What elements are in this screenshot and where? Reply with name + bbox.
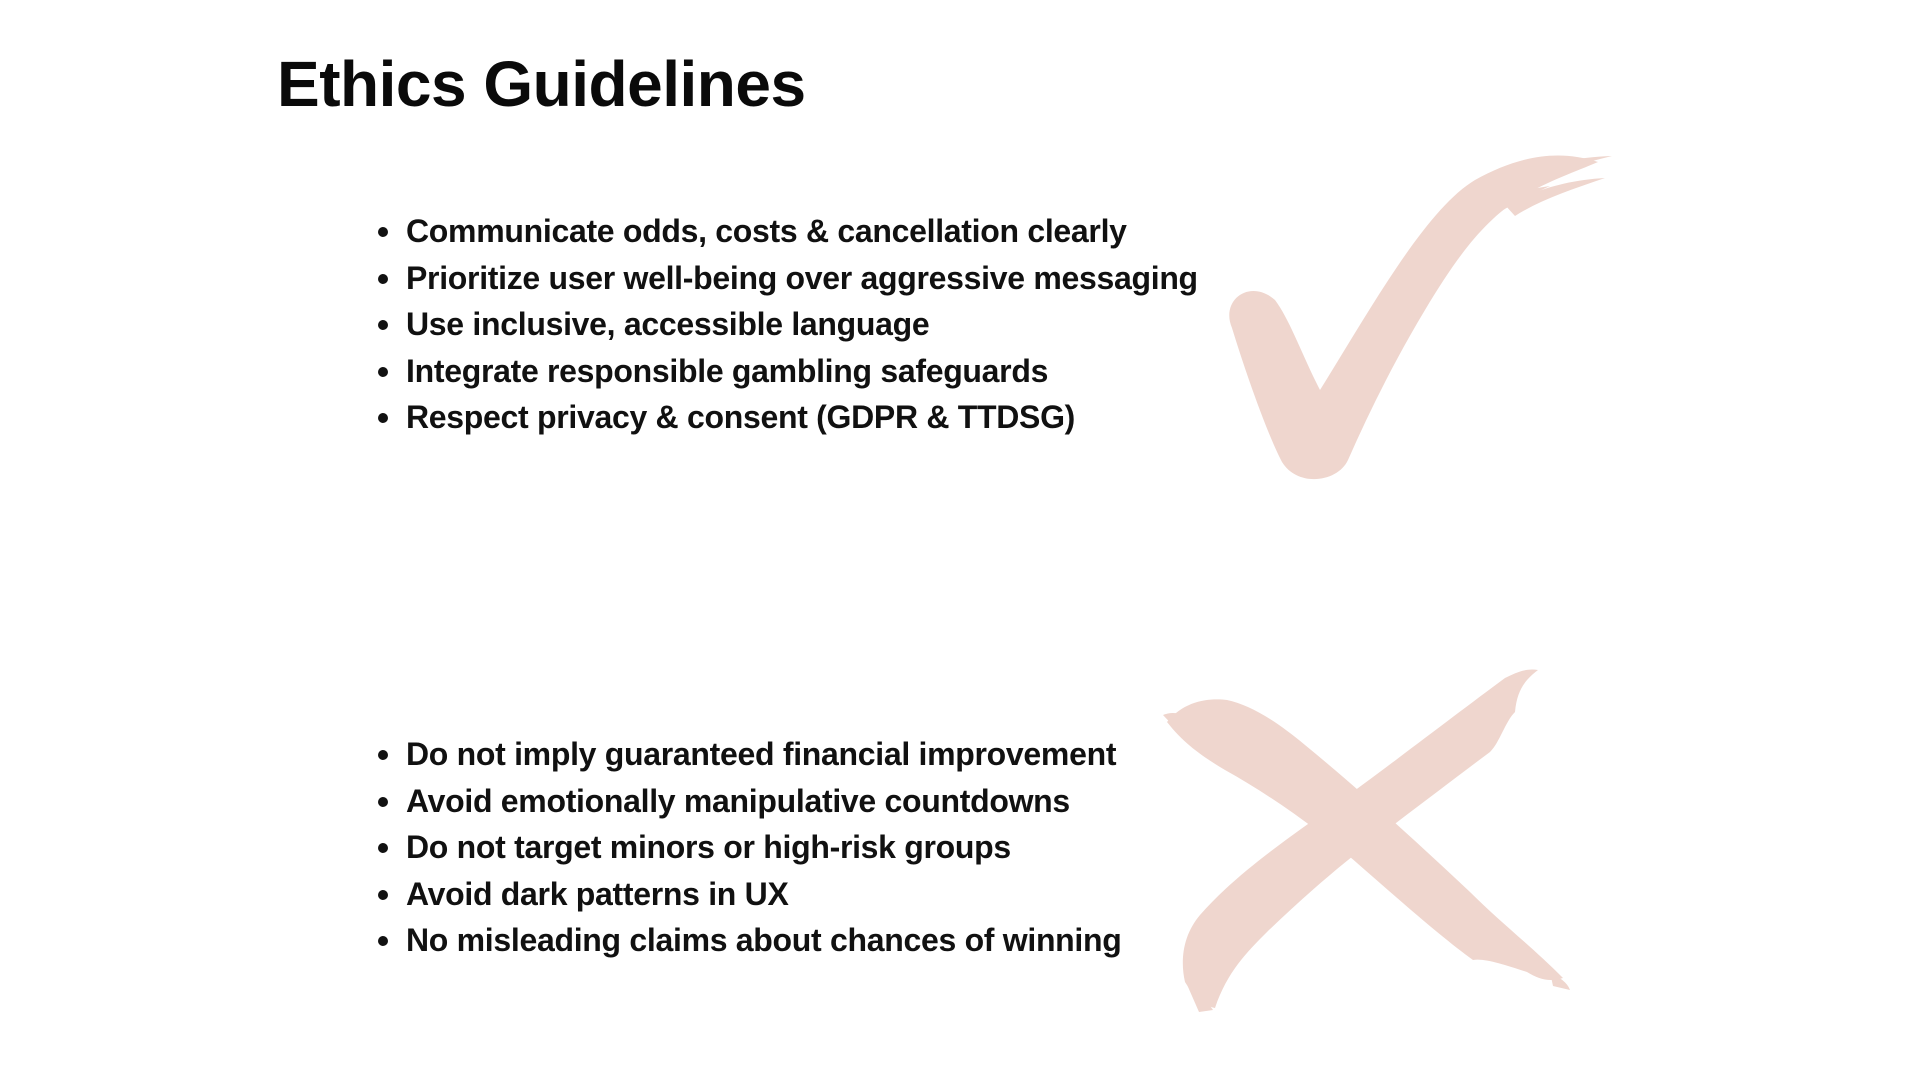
bullet-dot-icon xyxy=(378,936,388,946)
dont-list-item xyxy=(375,731,1122,778)
bullet-dot-icon xyxy=(378,227,388,237)
dont-list-item-text: Do not target minors or high-risk groups xyxy=(406,829,1011,865)
bullet-dot-icon xyxy=(378,320,388,330)
bullet-dot-icon xyxy=(378,890,388,900)
dont-list-item xyxy=(375,871,1122,918)
bullet-dot-icon xyxy=(378,274,388,284)
do-list-item-text: Integrate responsible gambling safeguards xyxy=(406,352,1049,389)
dont-list-item-text: Do not imply guaranteed financial improvement xyxy=(406,736,1117,772)
do-list-item xyxy=(375,394,1198,441)
dont-list-item xyxy=(375,917,1122,964)
do-list-item-text: Use inclusive, accessible language xyxy=(406,306,930,342)
cross-icon xyxy=(1155,660,1575,1020)
dont-list-item-text: Avoid dark patterns in UX xyxy=(406,875,789,912)
do-list-item-text: Prioritize user well-being over aggressive messaging xyxy=(406,259,1198,296)
do-list-item-text: Respect privacy & consent (GDPR & TTDSG) xyxy=(406,399,1076,435)
bullet-dot-icon xyxy=(378,750,388,760)
slide-title: Ethics Guidelines xyxy=(277,48,806,120)
bullet-dot-icon xyxy=(378,367,388,377)
do-list-item xyxy=(375,255,1198,302)
bullet-dot-icon xyxy=(378,797,388,807)
dont-list-item xyxy=(375,778,1122,825)
checkmark-icon xyxy=(1220,150,1620,490)
dont-list-item-text: Avoid emotionally manipulative countdowns xyxy=(406,782,1070,819)
do-list-item xyxy=(375,301,1198,348)
do-list-item xyxy=(375,348,1198,395)
do-list-item-text: Communicate odds, costs & cancellation clearly xyxy=(406,213,1127,249)
dont-list-item xyxy=(375,824,1122,871)
do-list-item xyxy=(375,208,1198,255)
do-list xyxy=(375,208,1198,441)
bullet-dot-icon xyxy=(378,413,388,423)
dont-list xyxy=(375,731,1122,964)
bullet-dot-icon xyxy=(378,843,388,853)
dont-list-item-text: No misleading claims about chances of winning xyxy=(406,922,1122,958)
